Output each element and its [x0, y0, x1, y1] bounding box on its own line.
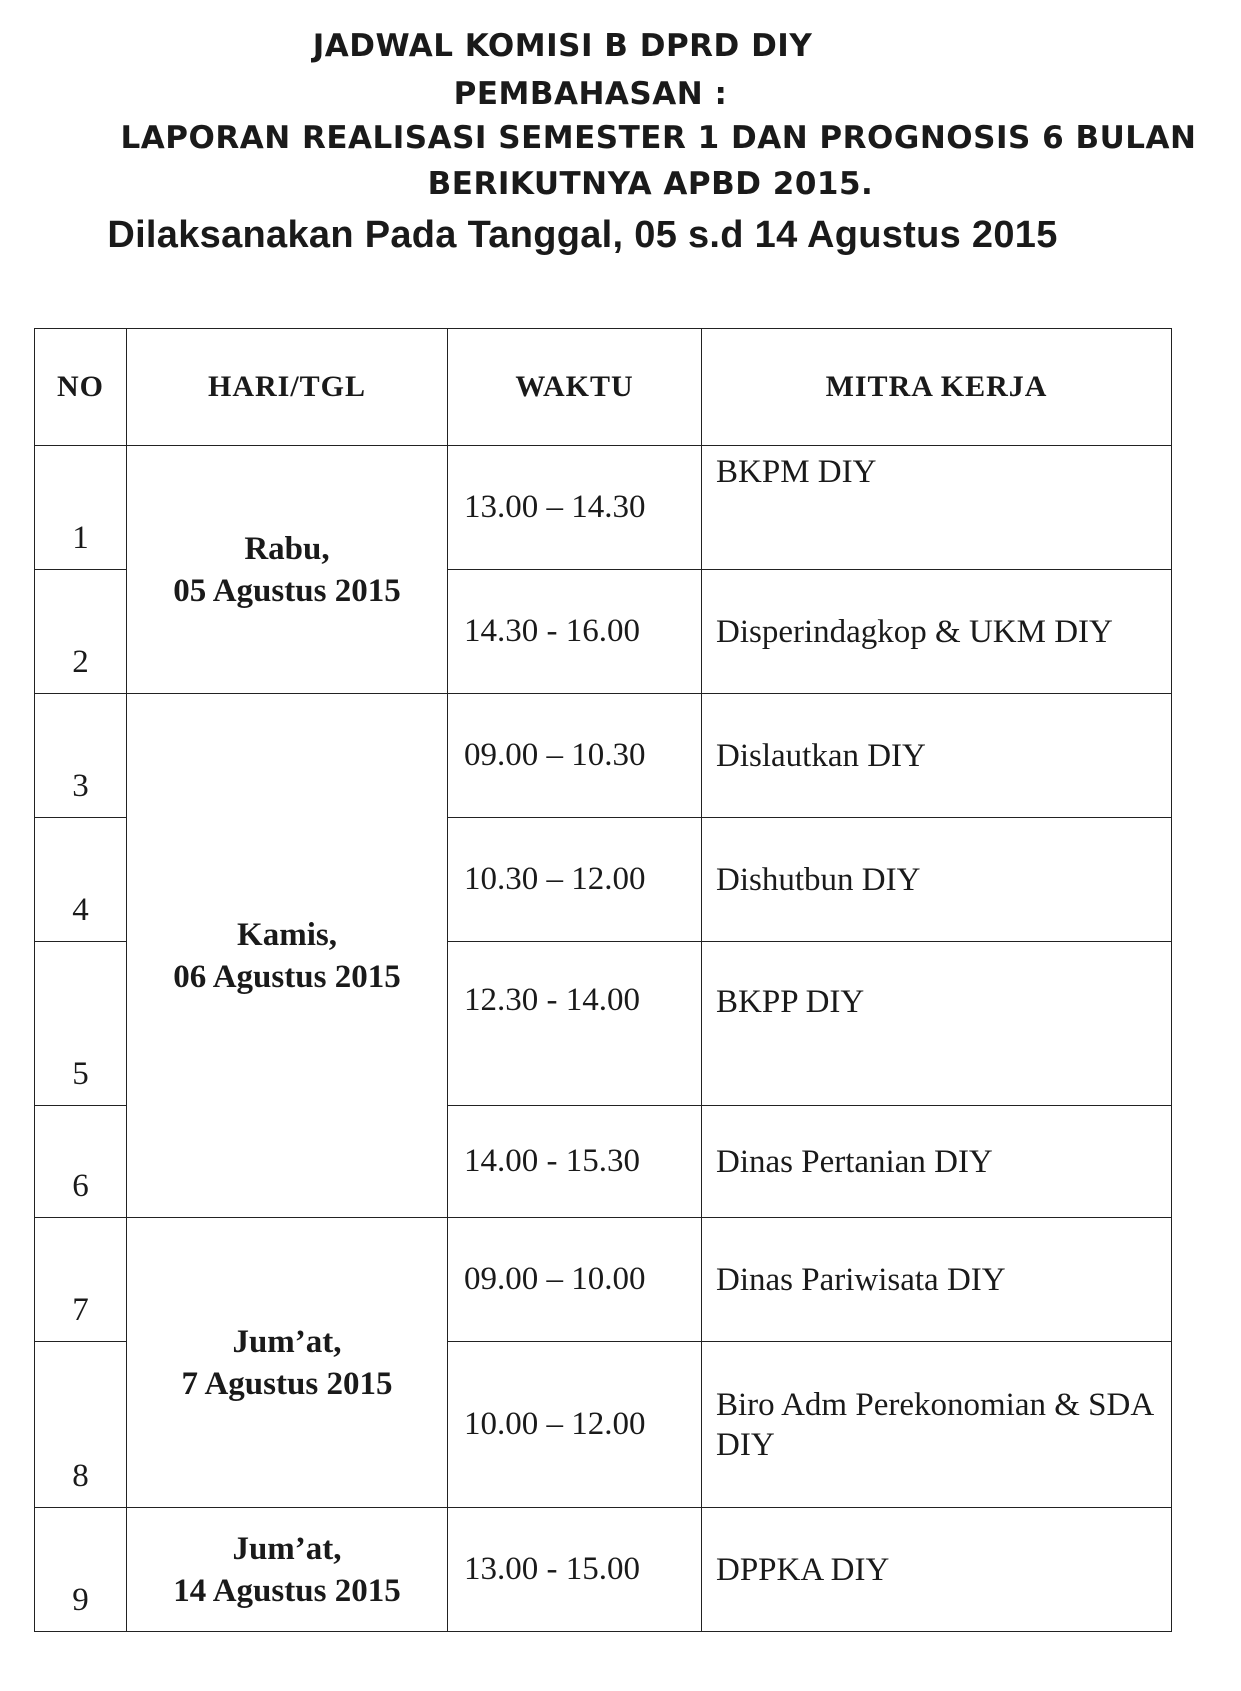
day-date: 14 Agustus 2015 — [173, 1572, 401, 1609]
mitra-cell: Dishutbun DIY — [702, 818, 1172, 942]
time-cell: 13.00 – 14.30 — [448, 446, 702, 570]
mitra-cell: DPPKA DIY — [702, 1508, 1172, 1632]
title-line-1: JADWAL KOMISI B DPRD DIY — [312, 28, 813, 64]
day-date: 06 Agustus 2015 — [173, 958, 401, 995]
time-cell: 09.00 – 10.30 — [448, 694, 702, 818]
day-cell — [127, 1508, 448, 1632]
day-name: Jum’at, — [232, 1323, 342, 1360]
table-header-row — [35, 329, 1172, 446]
time-cell: 09.00 – 10.00 — [448, 1218, 702, 1342]
header-day: HARI/TGL — [127, 329, 448, 446]
time-cell: 10.00 – 12.00 — [448, 1342, 702, 1508]
row-number: 5 — [35, 942, 127, 1106]
day-date: 7 Agustus 2015 — [181, 1365, 393, 1402]
day-name: Rabu, — [244, 530, 330, 567]
mitra-cell: Biro Adm Perekonomian & SDA DIY — [702, 1342, 1172, 1508]
table-row — [35, 1508, 1172, 1632]
mitra-cell: Dislautkan DIY — [702, 694, 1172, 818]
row-number: 6 — [35, 1106, 127, 1218]
mitra-cell: Dinas Pertanian DIY — [702, 1106, 1172, 1218]
table-row — [35, 446, 1172, 570]
table-row — [35, 1218, 1172, 1342]
header-time: WAKTU — [448, 329, 702, 446]
time-cell: 10.30 – 12.00 — [448, 818, 702, 942]
title-line-4: BERIKUTNYA APBD 2015. — [427, 166, 874, 202]
row-number: 9 — [35, 1508, 127, 1632]
mitra-cell: Dinas Pariwisata DIY — [702, 1218, 1172, 1342]
row-number: 4 — [35, 818, 127, 942]
day-name: Jum’at, — [232, 1530, 342, 1567]
day-name: Kamis, — [237, 916, 337, 953]
day-cell — [127, 1218, 448, 1508]
row-number: 1 — [35, 446, 127, 570]
row-number: 3 — [35, 694, 127, 818]
table-row — [35, 694, 1172, 818]
row-number: 2 — [35, 570, 127, 694]
time-cell: 14.30 - 16.00 — [448, 570, 702, 694]
mitra-cell: Disperindagkop & UKM DIY — [702, 570, 1172, 694]
day-cell — [127, 446, 448, 694]
schedule-table — [34, 328, 1172, 1632]
title-line-3: LAPORAN REALISASI SEMESTER 1 DAN PROGNOSIS 6 BULAN — [120, 120, 1197, 156]
time-cell: 14.00 - 15.30 — [448, 1106, 702, 1218]
mitra-cell: BKPM DIY — [702, 446, 1172, 570]
time-cell: 12.30 - 14.00 — [448, 942, 702, 1106]
day-cell — [127, 694, 448, 1218]
time-cell: 13.00 - 15.00 — [448, 1508, 702, 1632]
row-number: 8 — [35, 1342, 127, 1508]
date-range-line: Dilaksanakan Pada Tanggal, 05 s.d 14 Agustus 2015 — [107, 214, 1058, 256]
row-number: 7 — [35, 1218, 127, 1342]
header-no: NO — [35, 329, 127, 446]
mitra-cell: BKPP DIY — [702, 942, 1172, 1106]
header-mitra: MITRA KERJA — [702, 329, 1172, 446]
title-line-2: PEMBAHASAN : — [453, 76, 728, 112]
day-date: 05 Agustus 2015 — [173, 572, 401, 609]
